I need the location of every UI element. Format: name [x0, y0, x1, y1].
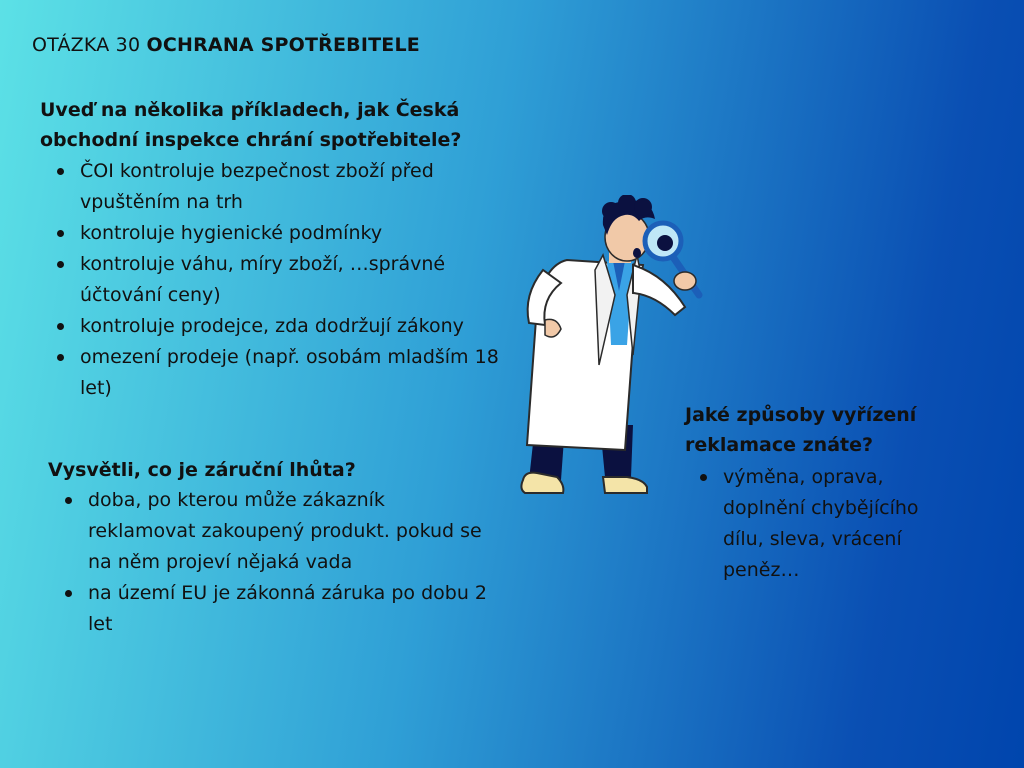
question-1: Uveď na několika příkladech, jak Česká obchodní inspekce chrání spotřebitele? [40, 99, 462, 151]
list-item: doba, po kterou může zákazník reklamovat zakoupený produkt. pokud se na něm projeví nějaká vada [62, 485, 492, 578]
list-item: výměna, oprava, doplnění chybějícího dílu, sleva, vrácení peněz… [697, 462, 947, 586]
question-number: OTÁZKA 30 [32, 34, 141, 56]
question-3: Jaké způsoby vyřízení reklamace znáte? [685, 404, 917, 456]
list-item: kontroluje prodejce, zda dodržují zákony [54, 311, 514, 342]
list-item: kontroluje hygienické podmínky [54, 218, 514, 249]
answer-list-2 [62, 485, 492, 640]
list-item: ČOI kontroluje bezpečnost zboží před vpuštěním na trh [54, 156, 514, 218]
list-item: na území EU je zákonná záruka po dobu 2 let [62, 578, 492, 640]
list-item: omezení prodeje (např. osobám mladším 18 let) [54, 342, 514, 404]
scientist-with-magnifier-icon [515, 195, 715, 515]
page-title [32, 34, 420, 56]
topic-title: OCHRANA SPOTŘEBITELE [146, 34, 420, 56]
answer-list-1 [54, 156, 514, 404]
question-2: Vysvětli, co je záruční lhůta? [48, 459, 356, 481]
answer-list-3 [697, 462, 947, 586]
list-item: kontroluje váhu, míry zboží, …správné účtování ceny) [54, 249, 514, 311]
